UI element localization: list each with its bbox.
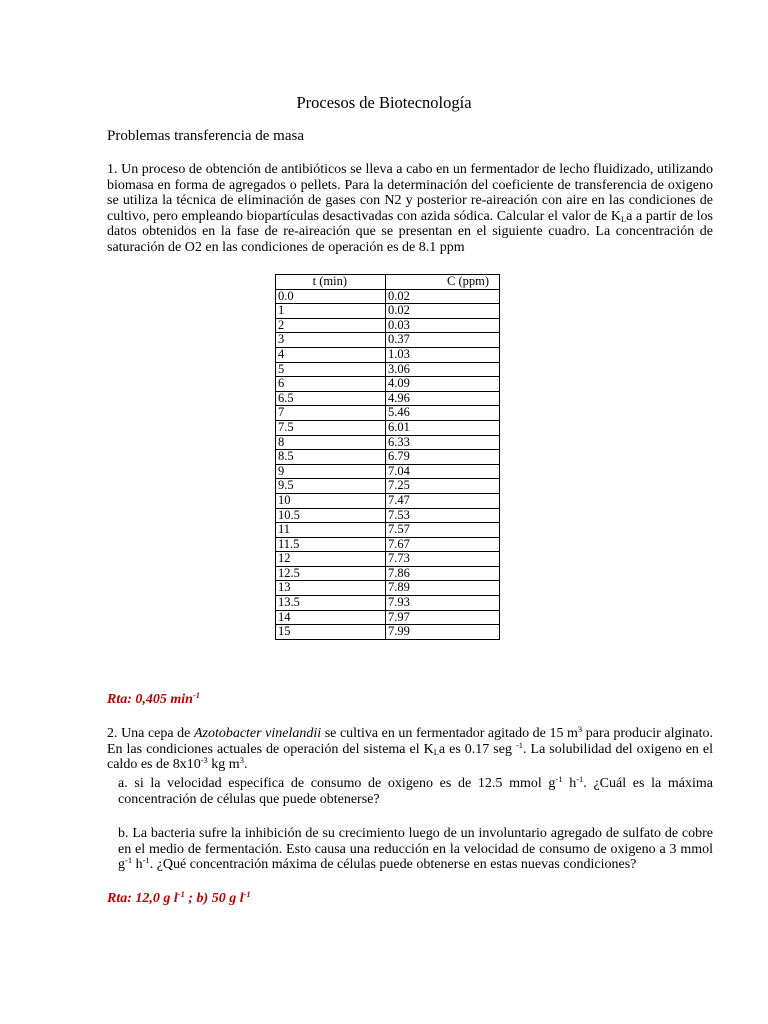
table-cell-time: 12 [276, 552, 386, 567]
answer-2-sup-2: -1 [243, 889, 251, 899]
p2-text-4: a es 0.17 seg [438, 741, 516, 757]
table-cell-concentration: 0.02 [386, 289, 500, 304]
p2-text-7: . [243, 757, 248, 773]
table-cell-time: 9 [276, 464, 386, 479]
table-cell-concentration: 7.89 [386, 581, 500, 596]
table-row [276, 464, 500, 479]
p2-sup-1: 3 [577, 724, 583, 734]
table-cell-concentration: 1.03 [386, 347, 500, 362]
table-row [276, 289, 500, 304]
document-subtitle: Problemas transferencia de masa [107, 128, 304, 144]
document-title: Procesos de Biotecnología [296, 93, 472, 112]
table-cell-time: 6.5 [276, 391, 386, 406]
table-row [276, 304, 500, 319]
table-cell-time: 11 [276, 523, 386, 538]
table-cell-time: 3 [276, 333, 386, 348]
table-row [276, 508, 500, 523]
table-cell-time: 7.5 [276, 420, 386, 435]
pb-text-1: b. La bacteria sufre la inhibición de su crecimiento luego de un involuntario agregado de sulfato de cobre en el medio de fermentación. Esto causa una reducción en la velocidad de consumo de oxigeno a 3 mmol g [118, 826, 713, 873]
table-row [276, 596, 500, 611]
table-cell-time: 9.5 [276, 479, 386, 494]
table-cell-concentration: 6.01 [386, 420, 500, 435]
table-cell-time: 11.5 [276, 537, 386, 552]
pa-sup-1: -1 [555, 774, 563, 784]
pb-text-2: h [132, 857, 143, 873]
table-row [276, 435, 500, 450]
table-cell-concentration: 7.25 [386, 479, 500, 494]
problem-2-answer [107, 891, 251, 907]
pa-text-3: . ¿Cuál es la máxima concentración de células que puede obtenerse? [118, 776, 714, 807]
p2-sup-2: -1 [515, 739, 524, 750]
table-cell-time: 7 [276, 406, 386, 421]
table-cell-time: 13.5 [276, 596, 386, 611]
table-header-concentration: C (ppm) [386, 275, 500, 290]
reaeration-data-table [275, 274, 500, 640]
table-cell-time: 2 [276, 318, 386, 333]
table-cell-time: 0.0 [276, 289, 386, 304]
table-cell-time: 10.5 [276, 508, 386, 523]
problem-1-text-part-2: a a partir de los datos obtenidos en la fase de re-aireación que se presentan en el siguiente cuadro. La concentración de saturación de O2 en las condiciones de operación es de 8.1 ppm [107, 208, 713, 255]
table-row [276, 537, 500, 552]
answer-1-exponent: -1 [192, 690, 201, 700]
table-cell-time: 8 [276, 435, 386, 450]
table-cell-concentration: 7.86 [386, 566, 500, 581]
pa-sup-2: -1 [576, 774, 584, 784]
table-row [276, 362, 500, 377]
table-row [276, 347, 500, 362]
pa-text-2: h [562, 776, 577, 791]
answer-2-text-2: ; b) 50 g l [184, 891, 244, 906]
kla-subscript: L [620, 213, 627, 224]
table-row [276, 552, 500, 567]
table-cell-time: 10 [276, 493, 386, 508]
table-cell-time: 13 [276, 581, 386, 596]
table-row [276, 610, 500, 625]
problem-1-answer [107, 692, 200, 708]
table-cell-concentration: 7.04 [386, 464, 500, 479]
table-cell-concentration: 6.79 [386, 450, 500, 465]
table-row [276, 479, 500, 494]
table-row [276, 318, 500, 333]
table-cell-time: 12.5 [276, 566, 386, 581]
table-row [276, 450, 500, 465]
pb-text-3: . ¿Qué concentración máxima de células puede obtenerse en estas nuevas condiciones? [149, 857, 637, 873]
table-cell-concentration: 4.09 [386, 377, 500, 392]
problem-2-part-b [118, 826, 713, 873]
table-cell-time: 6 [276, 377, 386, 392]
problem-2-statement [107, 726, 713, 773]
p2-text-5: . La solubilidad del oxigeno en el caldo es de 8x10 [107, 741, 713, 773]
p2-text-6: kg m [207, 757, 240, 773]
table-cell-time: 5 [276, 362, 386, 377]
table-cell-concentration: 7.99 [386, 625, 500, 640]
table-row [276, 625, 500, 640]
pa-text-1: a. si la velocidad especifica de consumo de oxigeno es de 12.5 mmol g [118, 776, 556, 791]
p2-text-3: para producir alginato. En las condiciones actuales de operación del sistema el K [107, 726, 713, 757]
p2-text-2: se cultiva en un fermentador agitado de 15 m [321, 726, 578, 741]
p2-sup-4: 3 [239, 755, 244, 766]
table-cell-concentration: 7.57 [386, 523, 500, 538]
table-cell-concentration: 7.47 [386, 493, 500, 508]
table-cell-concentration: 7.53 [386, 508, 500, 523]
table-row [276, 333, 500, 348]
table-cell-time: 14 [276, 610, 386, 625]
table-header-time: t (min) [276, 275, 386, 290]
table-cell-time: 4 [276, 347, 386, 362]
p2-sup-3: -3 [200, 755, 208, 766]
table-cell-concentration: 7.73 [386, 552, 500, 567]
table-row [276, 581, 500, 596]
table-cell-concentration: 4.96 [386, 391, 500, 406]
problem-2-part-a [118, 776, 713, 807]
table-cell-time: 15 [276, 625, 386, 640]
table-cell-concentration: 5.46 [386, 406, 500, 421]
table-cell-time: 1 [276, 304, 386, 319]
answer-2-text-1: Rta: 12,0 g l [107, 891, 178, 906]
table-cell-concentration: 7.67 [386, 537, 500, 552]
pb-sup-1: -1 [125, 855, 133, 866]
table-row [276, 391, 500, 406]
table-row [276, 377, 500, 392]
table-cell-concentration: 7.93 [386, 596, 500, 611]
problem-1-text-part-1: 1. Un proceso de obtención de antibióticos se lleva a cabo en un fermentador de lecho fluidizado, utilizando biomasa en forma de agregados o pellets. Para la determinación del coeficiente de transferencia de oxigeno se utiliza la técnica de eliminación de gases con N2 y posterior re-aireación con aire en las condiciones de cultivo, pero empleando biopartículas desactivadas con azida sódica. Calcular el valor de K [107, 162, 713, 224]
table-row [276, 420, 500, 435]
answer-2-sup-1: -1 [177, 889, 185, 899]
table-cell-concentration: 0.02 [386, 304, 500, 319]
organism-name: Azotobacter vinelandii [193, 726, 322, 741]
table-row [276, 493, 500, 508]
table-row [276, 566, 500, 581]
table-cell-concentration: 7.97 [386, 610, 500, 625]
table-cell-concentration: 6.33 [386, 435, 500, 450]
table-cell-concentration: 0.37 [386, 333, 500, 348]
table-cell-time: 8.5 [276, 450, 386, 465]
p2-text-1: 2. Una cepa de [107, 726, 194, 741]
answer-1-text: Rta: 0,405 min [107, 692, 193, 707]
table-cell-concentration: 0.03 [386, 318, 500, 333]
problem-1-statement [107, 162, 713, 256]
p2-sub-l: L [433, 746, 439, 757]
table-row [276, 406, 500, 421]
table-cell-concentration: 3.06 [386, 362, 500, 377]
pb-sup-2: -1 [142, 855, 150, 866]
table-row [276, 523, 500, 538]
table-header-row [276, 275, 500, 290]
